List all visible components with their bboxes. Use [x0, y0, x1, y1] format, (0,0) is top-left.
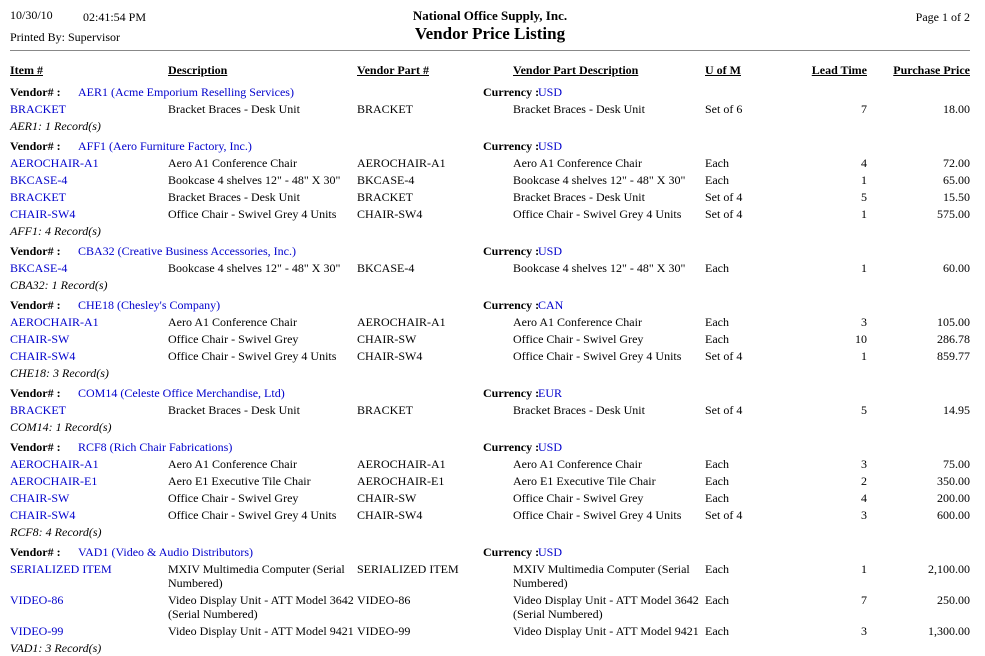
- page-number: Page 1 of 2: [915, 10, 970, 24]
- vendor-header-row: [10, 83, 970, 100]
- lead-time-value: 10: [855, 331, 867, 346]
- record-count: RCF8: 4 Record(s): [10, 524, 102, 539]
- price-list-row: [10, 622, 970, 639]
- record-count: CBA32: 1 Record(s): [10, 277, 108, 292]
- vendor-group: [10, 543, 970, 656]
- vendor-header-row: [10, 242, 970, 259]
- vendor-group: [10, 242, 970, 293]
- uofm-value: Set of 4: [705, 402, 743, 417]
- vendor-part-number: BRACKET: [357, 402, 414, 417]
- vendor-group: [10, 137, 970, 239]
- column-header-lead-time: Lead Time: [811, 63, 867, 77]
- uofm-value: Set of 4: [705, 348, 743, 363]
- purchase-price-value: 18.00: [943, 101, 970, 116]
- item-number-link[interactable]: CHAIR-SW4: [10, 507, 76, 522]
- vendor-part-number: CHAIR-SW: [357, 490, 417, 505]
- item-description: Office Chair - Swivel Grey 4 Units: [168, 507, 337, 522]
- item-description: Aero A1 Conference Chair: [168, 155, 297, 170]
- price-list-row: [10, 100, 970, 117]
- price-list-row: [10, 591, 970, 622]
- vendor-number-label: Vendor# :: [10, 84, 61, 99]
- item-number-link[interactable]: CHAIR-SW4: [10, 348, 76, 363]
- price-list-row: [10, 205, 970, 222]
- currency-link[interactable]: EUR: [538, 385, 562, 400]
- currency-label: Currency :: [483, 544, 540, 559]
- price-list-row: [10, 188, 970, 205]
- vendor-part-description: Bracket Braces - Desk Unit: [513, 402, 645, 417]
- report-title: Vendor Price Listing: [414, 24, 566, 43]
- uofm-value: Set of 6: [705, 101, 743, 116]
- vendor-part-description: Office Chair - Swivel Grey: [513, 331, 644, 346]
- uofm-value: Each: [705, 490, 729, 505]
- purchase-price-value: 600.00: [937, 507, 970, 522]
- column-header-description: Description: [168, 63, 228, 77]
- uofm-value: Each: [705, 456, 729, 471]
- item-number-link[interactable]: AEROCHAIR-A1: [10, 314, 99, 329]
- record-count: CHE18: 3 Record(s): [10, 365, 109, 380]
- currency-label: Currency :: [483, 84, 540, 99]
- uofm-value: Set of 4: [705, 507, 743, 522]
- vendor-group: [10, 83, 970, 134]
- vendor-group: [10, 438, 970, 540]
- item-number-link[interactable]: BKCASE-4: [10, 172, 68, 187]
- item-number-link[interactable]: VIDEO-99: [10, 623, 64, 638]
- uofm-value: Each: [705, 260, 729, 275]
- vendor-header-row: [10, 384, 970, 401]
- item-number-link[interactable]: BRACKET: [10, 101, 67, 116]
- item-description: Bracket Braces - Desk Unit: [168, 101, 300, 116]
- vendor-rows: [10, 401, 970, 418]
- price-list-row: [10, 455, 970, 472]
- vendor-part-description: Bracket Braces - Desk Unit: [513, 189, 645, 204]
- vendor-part-number: AEROCHAIR-A1: [357, 456, 446, 471]
- vendor-part-description: Bookcase 4 shelves 12" - 48" X 30": [513, 172, 686, 187]
- vendor-number-label: Vendor# :: [10, 385, 61, 400]
- lead-time-value: 1: [861, 206, 867, 221]
- record-count: AFF1: 4 Record(s): [10, 223, 101, 238]
- purchase-price-value: 350.00: [937, 473, 970, 488]
- vendor-link[interactable]: AER1 (Acme Emporium Reselling Services): [78, 84, 294, 99]
- vendor-rows: [10, 100, 970, 117]
- uofm-value: Each: [705, 473, 729, 488]
- vendor-part-number: BKCASE-4: [357, 172, 415, 187]
- header-divider: [10, 50, 970, 51]
- item-description: Bracket Braces - Desk Unit: [168, 402, 300, 417]
- currency-label: Currency :: [483, 297, 540, 312]
- price-list-row: [10, 313, 970, 330]
- vendor-part-description: Video Display Unit - ATT Model 9421: [513, 623, 699, 638]
- item-description: Bookcase 4 shelves 12" - 48" X 30": [168, 260, 341, 275]
- column-header-item: Item #: [10, 63, 43, 77]
- item-description: Office Chair - Swivel Grey 4 Units: [168, 206, 337, 221]
- uofm-value: Each: [705, 592, 729, 607]
- uofm-value: Set of 4: [705, 189, 743, 204]
- purchase-price-value: 65.00: [943, 172, 970, 187]
- vendor-number-label: Vendor# :: [10, 138, 61, 153]
- currency-label: Currency :: [483, 385, 540, 400]
- price-list-row: [10, 154, 970, 171]
- vendor-number-label: Vendor# :: [10, 544, 61, 559]
- vendor-number-label: Vendor# :: [10, 439, 61, 454]
- vendor-part-description: Office Chair - Swivel Grey: [513, 490, 644, 505]
- uofm-value: Each: [705, 331, 729, 346]
- currency-link[interactable]: USD: [538, 439, 563, 454]
- print-date: 10/30/10: [10, 8, 53, 22]
- vendor-header-row: [10, 296, 970, 313]
- item-description: Aero E1 Executive Tile Chair: [168, 473, 311, 488]
- purchase-price-value: 60.00: [943, 260, 970, 275]
- item-number-link[interactable]: VIDEO-86: [10, 592, 64, 607]
- item-number-link[interactable]: CHAIR-SW: [10, 490, 70, 505]
- column-header-vendor-part: Vendor Part #: [357, 63, 429, 77]
- printed-by: Printed By: Supervisor: [10, 30, 120, 44]
- currency-link[interactable]: USD: [538, 138, 563, 153]
- vendor-part-description: Aero A1 Conference Chair: [513, 314, 642, 329]
- vendor-part-number: SERIALIZED ITEM: [357, 561, 459, 576]
- print-time: 02:41:54 PM: [83, 10, 147, 24]
- lead-time-value: 4: [861, 155, 867, 170]
- lead-time-value: 1: [861, 348, 867, 363]
- item-number-link[interactable]: BKCASE-4: [10, 260, 68, 275]
- vendor-part-number: CHAIR-SW4: [357, 206, 423, 221]
- record-count: VAD1: 3 Record(s): [10, 640, 102, 655]
- column-header-vendor-part-description: Vendor Part Description: [513, 63, 639, 77]
- vendor-link[interactable]: COM14 (Celeste Office Merchandise, Ltd): [78, 385, 285, 400]
- vendor-link[interactable]: AFF1 (Aero Furniture Factory, Inc.): [78, 138, 252, 153]
- item-number-link[interactable]: AEROCHAIR-A1: [10, 155, 99, 170]
- purchase-price-value: 859.77: [937, 348, 970, 363]
- vendor-part-number: VIDEO-99: [357, 623, 411, 638]
- currency-link[interactable]: USD: [538, 544, 563, 559]
- company-name: National Office Supply, Inc.: [412, 8, 568, 23]
- item-number-link[interactable]: AEROCHAIR-A1: [10, 456, 99, 471]
- vendor-part-description: Office Chair - Swivel Grey 4 Units: [513, 348, 682, 363]
- price-list-row: [10, 330, 970, 347]
- vendor-part-number: AEROCHAIR-A1: [357, 314, 446, 329]
- purchase-price-value: 105.00: [937, 314, 970, 329]
- vendor-part-number: CHAIR-SW4: [357, 348, 423, 363]
- currency-link[interactable]: USD: [538, 84, 563, 99]
- currency-link[interactable]: CAN: [538, 297, 564, 312]
- lead-time-value: 1: [861, 561, 867, 576]
- item-description: Video Display Unit - ATT Model 9421: [168, 623, 354, 638]
- item-number-link[interactable]: BRACKET: [10, 402, 67, 417]
- report-header: [10, 8, 970, 48]
- item-number-link[interactable]: AEROCHAIR-E1: [10, 473, 98, 488]
- item-description: MXIV Multimedia Computer (Serial Numbered): [168, 561, 345, 590]
- vendor-part-number: CHAIR-SW: [357, 331, 417, 346]
- vendor-part-number: BRACKET: [357, 101, 414, 116]
- item-description: Office Chair - Swivel Grey: [168, 331, 299, 346]
- item-description: Aero A1 Conference Chair: [168, 456, 297, 471]
- vendor-group: [10, 296, 970, 381]
- lead-time-value: 3: [861, 507, 867, 522]
- uofm-value: Each: [705, 172, 729, 187]
- vendor-link[interactable]: RCF8 (Rich Chair Fabrications): [78, 439, 233, 454]
- vendor-number-label: Vendor# :: [10, 297, 61, 312]
- vendor-part-description: Aero E1 Executive Tile Chair: [513, 473, 656, 488]
- price-list-row: [10, 506, 970, 523]
- lead-time-value: 1: [861, 260, 867, 275]
- vendor-link[interactable]: CHE18 (Chesley's Company): [78, 297, 221, 312]
- vendor-part-description: Bracket Braces - Desk Unit: [513, 101, 645, 116]
- lead-time-value: 1: [861, 172, 867, 187]
- uofm-value: Each: [705, 561, 729, 576]
- column-header-purchase-price: Purchase Price: [893, 63, 970, 77]
- vendor-part-number: BRACKET: [357, 189, 414, 204]
- lead-time-value: 5: [861, 189, 867, 204]
- item-number-link[interactable]: BRACKET: [10, 189, 67, 204]
- vendor-rows: [10, 560, 970, 639]
- vendor-header-row: [10, 543, 970, 560]
- item-description: Office Chair - Swivel Grey 4 Units: [168, 348, 337, 363]
- column-header-uofm: U of M: [705, 63, 741, 77]
- item-description: Bookcase 4 shelves 12" - 48" X 30": [168, 172, 341, 187]
- item-description: Office Chair - Swivel Grey: [168, 490, 299, 505]
- vendor-header-row: [10, 137, 970, 154]
- lead-time-value: 5: [861, 402, 867, 417]
- lead-time-value: 7: [861, 592, 867, 607]
- item-number-link[interactable]: CHAIR-SW: [10, 331, 70, 346]
- purchase-price-value: 575.00: [937, 206, 970, 221]
- vendor-part-number: BKCASE-4: [357, 260, 415, 275]
- currency-link[interactable]: USD: [538, 243, 563, 258]
- uofm-value: Each: [705, 623, 729, 638]
- purchase-price-value: 15.50: [943, 189, 970, 204]
- vendor-part-number: AEROCHAIR-E1: [357, 473, 445, 488]
- uofm-value: Each: [705, 155, 729, 170]
- purchase-price-value: 1,300.00: [928, 623, 970, 638]
- purchase-price-value: 286.78: [937, 331, 970, 346]
- vendor-part-description: Video Display Unit - ATT Model 3642 (Serial Numbered): [513, 592, 699, 621]
- vendor-link[interactable]: VAD1 (Video & Audio Distributors): [78, 544, 254, 559]
- price-list-row: [10, 171, 970, 188]
- lead-time-value: 7: [861, 101, 867, 116]
- column-headers: [10, 63, 970, 78]
- vendor-part-number: VIDEO-86: [357, 592, 411, 607]
- lead-time-value: 3: [861, 456, 867, 471]
- item-description: Aero A1 Conference Chair: [168, 314, 297, 329]
- price-list-row: [10, 560, 970, 591]
- vendor-part-description: Bookcase 4 shelves 12" - 48" X 30": [513, 260, 686, 275]
- vendor-link[interactable]: CBA32 (Creative Business Accessories, Inc.): [78, 243, 296, 258]
- price-list-row: [10, 472, 970, 489]
- currency-label: Currency :: [483, 243, 540, 258]
- vendor-part-number: CHAIR-SW4: [357, 507, 423, 522]
- purchase-price-value: 250.00: [937, 592, 970, 607]
- vendor-part-description: MXIV Multimedia Computer (Serial Numbered): [513, 561, 690, 590]
- purchase-price-value: 14.95: [943, 402, 970, 417]
- purchase-price-value: 75.00: [943, 456, 970, 471]
- purchase-price-value: 72.00: [943, 155, 970, 170]
- vendor-header-row: [10, 438, 970, 455]
- report-body: [10, 83, 970, 656]
- price-list-row: [10, 401, 970, 418]
- price-list-row: [10, 489, 970, 506]
- vendor-rows: [10, 154, 970, 222]
- vendor-rows: [10, 313, 970, 364]
- vendor-number-label: Vendor# :: [10, 243, 61, 258]
- purchase-price-value: 2,100.00: [928, 561, 970, 576]
- lead-time-value: 4: [861, 490, 867, 505]
- uofm-value: Set of 4: [705, 206, 743, 221]
- item-description: Video Display Unit - ATT Model 3642 (Serial Numbered): [168, 592, 354, 621]
- record-count: COM14: 1 Record(s): [10, 419, 112, 434]
- item-number-link[interactable]: SERIALIZED ITEM: [10, 561, 112, 576]
- uofm-value: Each: [705, 314, 729, 329]
- lead-time-value: 3: [861, 623, 867, 638]
- vendor-part-description: Office Chair - Swivel Grey 4 Units: [513, 507, 682, 522]
- item-description: Bracket Braces - Desk Unit: [168, 189, 300, 204]
- purchase-price-value: 200.00: [937, 490, 970, 505]
- vendor-part-description: Aero A1 Conference Chair: [513, 456, 642, 471]
- vendor-part-description: Aero A1 Conference Chair: [513, 155, 642, 170]
- vendor-rows: [10, 259, 970, 276]
- currency-label: Currency :: [483, 439, 540, 454]
- vendor-part-description: Office Chair - Swivel Grey 4 Units: [513, 206, 682, 221]
- lead-time-value: 3: [861, 314, 867, 329]
- lead-time-value: 2: [861, 473, 867, 488]
- record-count: AER1: 1 Record(s): [10, 118, 101, 133]
- price-list-row: [10, 259, 970, 276]
- vendor-group: [10, 384, 970, 435]
- currency-label: Currency :: [483, 138, 540, 153]
- vendor-part-number: AEROCHAIR-A1: [357, 155, 446, 170]
- item-number-link[interactable]: CHAIR-SW4: [10, 206, 76, 221]
- vendor-rows: [10, 455, 970, 523]
- price-list-row: [10, 347, 970, 364]
